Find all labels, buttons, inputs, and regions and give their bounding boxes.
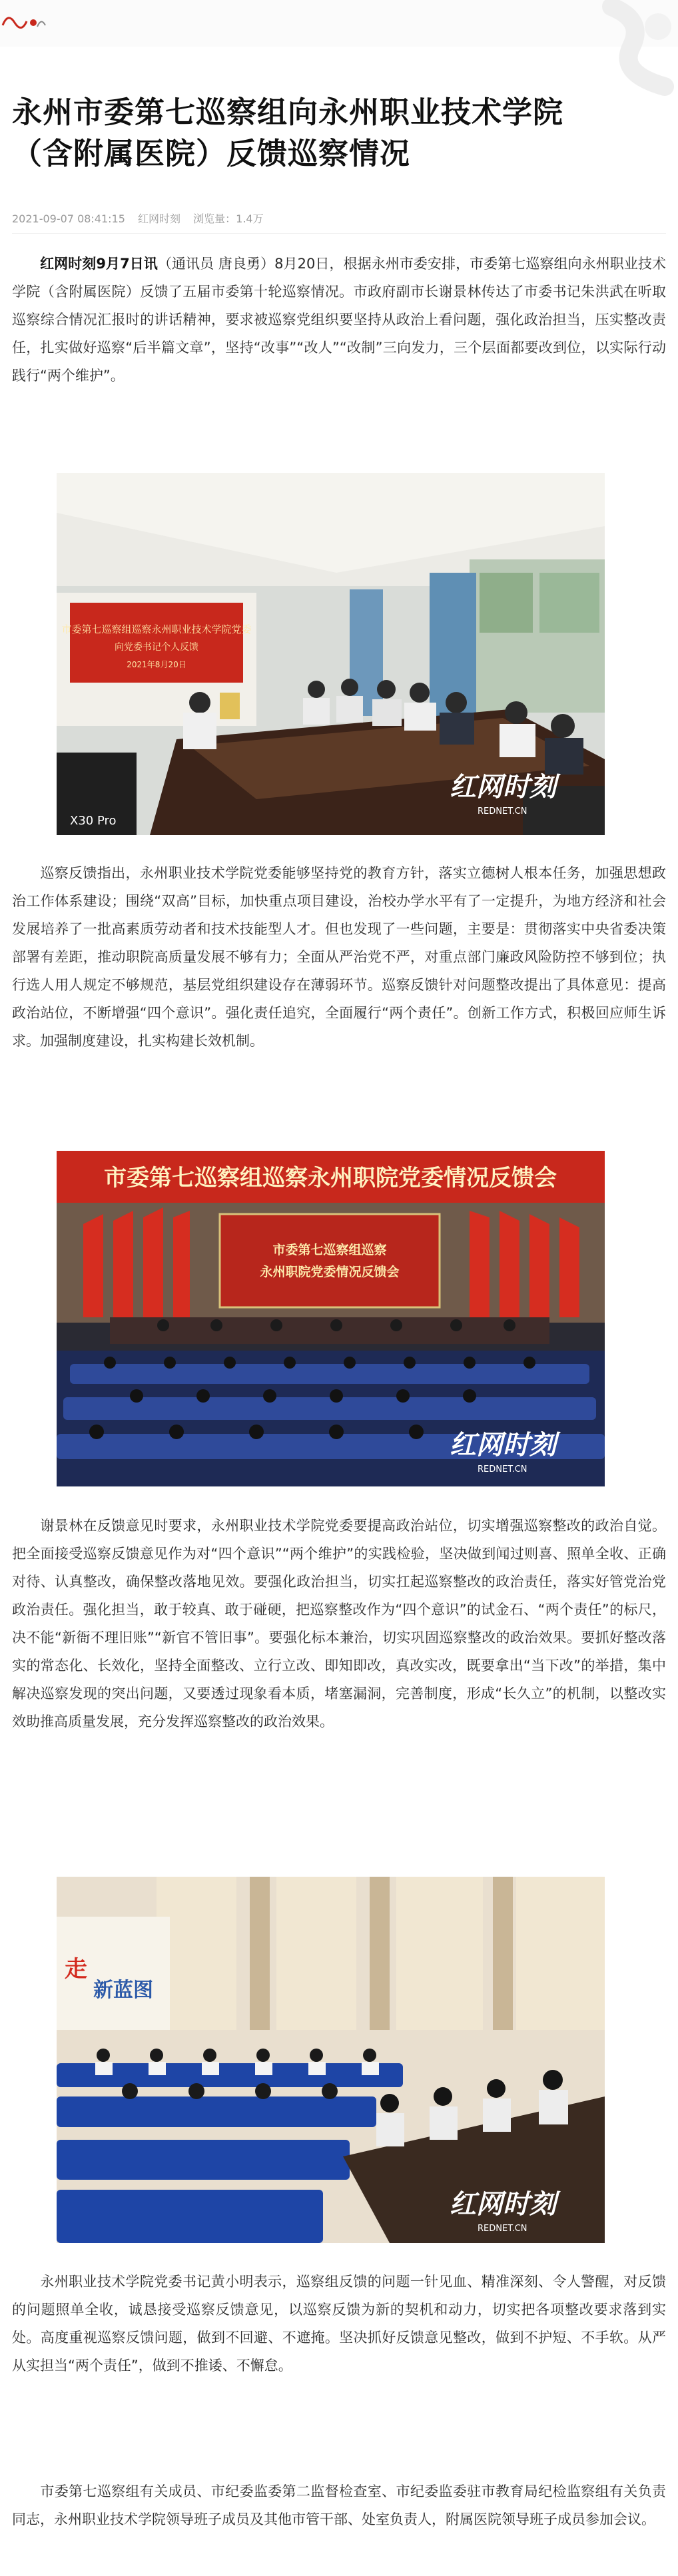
photo1-watermark: 红网时刻 [450, 772, 556, 803]
paragraph-5 [12, 2477, 666, 2533]
photo3-board-text-2: 走 [65, 1956, 87, 1983]
paragraph-5-text: 市委第七巡察组有关成员、市纪委监委第二监督检查室、市纪委监委驻市教育局纪检监察组有关负责同志，永州职业技术学院领导班子成员及其他市管干部、处室负责人，附属医院领导班子成员参加会议。 [12, 2483, 666, 2527]
page-bottom [0, 2569, 678, 2576]
paragraph-4 [12, 2268, 666, 2380]
photo1-banner-line2: 向党委书记个人反馈 [115, 642, 198, 653]
photo2-watermark: 红网时刻 [450, 1430, 556, 1460]
article-source[interactable]: 红网时刻 [138, 212, 181, 225]
photo2-header-banner: 市委第七巡察组巡察永州职院党委情况反馈会 [104, 1165, 557, 1191]
article-title: 永州市委第七巡察组向永州职业技术学院（含附属医院）反馈巡察情况 [12, 95, 564, 171]
photo3-watermark-sub: REDNET.CN [478, 2224, 527, 2234]
photo3-board-text: 新蓝图 [93, 1979, 153, 2002]
photo2-watermark-sub: REDNET.CN [478, 1464, 527, 1474]
site-logo[interactable] [0, 8, 47, 35]
photo-audience [57, 1877, 605, 2243]
meta-divider [12, 233, 666, 234]
top-header-strip [0, 0, 678, 47]
view-count: 浏览量：1.4万 [193, 212, 264, 225]
paragraph-2 [12, 859, 666, 1055]
decorative-ink-graphic [585, 0, 678, 100]
camera-tag: X30 Pro [70, 814, 117, 828]
paragraph-3-text: 谢景林在反馈意见时要求，永州职业技术学院党委要提高政治站位，切实增强巡察整改的政治自觉。把全面接受巡察反馈意见作为对“四个意识”“两个维护”的实践检验，坚决做到闻过则喜、照单全收、正确对待、认真整改，确保整改落地见效。要强化政治担当，切实扛起巡察整改的政治责任，落实好管党治党政治责任。强化担当，敢于较真、敢于碰硬，把巡察整改作为“四个意识”的试金石、“两个责任”的标尺，决不能“新衙不理旧账”“新官不管旧事”。要强化标本兼治，切实巩固巡察整改的政治效果。要抓好整改落实的常态化、长效化，坚持全面整改、立行立改、即知即改，真改实改，既要拿出“当下改”的举措，集中解决巡察发现的突出问题，又要透过现象看本质，堵塞漏洞，完善制度，形成“长久立”的机制，以整改实效助推高质量发展，充分发挥巡察整改的政治效果。 [12, 1518, 666, 1730]
dateline: 红网时刻9月7日讯 [40, 256, 158, 272]
publish-date: 2021-09-07 08:41:15 [12, 212, 125, 225]
photo-feedback-meeting [57, 1151, 605, 1486]
photo2-screen-line2: 永州职院党委情况反馈会 [260, 1265, 400, 1279]
paragraph-1-text: （通讯员 唐良勇）8月20日，根据永州市委安排，市委第七巡察组向永州职业技术学院（含附属医院）反馈了五届市委第十轮巡察情况。市政府副市长谢景林传达了市委书记朱洪武在听取巡察综合情况汇报时的讲话精神，要求被巡察党组织要坚持从政治上看问题，强化政治担当，压实整改责任，扎实做好巡察“后半篇文章”，坚持“改事”“改人”“改制”三向发力，三个层面都要改到位，以实际行动践行“两个维护”。 [12, 256, 666, 384]
photo-meeting-room [57, 473, 605, 835]
photo2-screen-line1: 市委第七巡察组巡察 [272, 1243, 387, 1257]
paragraph-4-text: 永州职业技术学院党委书记黄小明表示，巡察组反馈的问题一针见血、精准深刻、令人警醒，对反馈的问题照单全收，诚恳接受巡察反馈意见，以巡察反馈为新的契机和动力，切实把各项整改要求落到实处。高度重视巡察反馈问题，做到不回避、不遮掩。坚决抓好反馈意见整改，做到不护短、不手软。从严从实担当“两个责任”，做到不推诿、不懈怠。 [12, 2274, 666, 2374]
photo1-banner-date: 2021年8月20日 [127, 660, 186, 669]
photo3-watermark: 红网时刻 [450, 2189, 556, 2220]
photo1-watermark-sub: REDNET.CN [478, 806, 527, 816]
paragraph-1 [12, 250, 666, 390]
paragraph-3 [12, 1512, 666, 1736]
article-meta [12, 210, 273, 226]
paragraph-2-text: 巡察反馈指出，永州职业技术学院党委能够坚持党的教育方针，落实立德树人根本任务，加强思想政治工作体系建设；围绕“双高”目标，加快重点项目建设，治校办学水平有了一定提升，为地方经济和社会发展培养了一批高素质劳动者和技术技能型人才。但也发现了一些问题，主要是：贯彻落实中央省委决策部署有差距，推动职院高质量发展不够有力；全面从严治党不严，对重点部门廉政风险防控不够到位；执行选人用人规定不够规范，基层党组织建设存在薄弱环节。巡察反馈针对问题整改提出了具体意见：提高政治站位，不断增强“四个意识”。强化责任追究，全面履行“两个责任”。创新工作方式，积极回应师生诉求。加强制度建设，扎实构建长效机制。 [12, 865, 666, 1049]
photo1-banner-line1: 市委第七巡察组巡察永州职业技术学院党委 [61, 623, 252, 635]
